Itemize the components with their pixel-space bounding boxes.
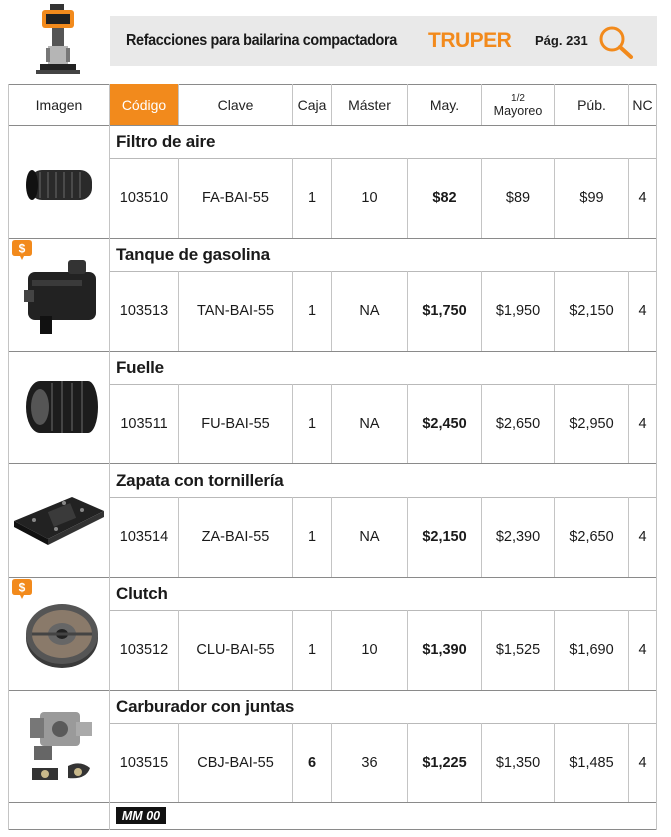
nc-cell: 4	[638, 190, 647, 206]
medio-mayoreo-price-cell: $1,950	[495, 303, 541, 319]
pub-price-cell: $2,150	[569, 303, 614, 319]
product-name: Fuelle	[116, 358, 164, 377]
medio-mayoreo-price-cell: $2,650	[495, 415, 541, 432]
medio-mayoreo-price-cell: $89	[505, 190, 531, 206]
nc-cell: 4	[638, 529, 647, 545]
column-header-nc: NC	[632, 96, 653, 113]
codigo-cell: 103510	[119, 190, 169, 206]
nc-cell: 4	[638, 754, 647, 771]
clave-cell: ZA-BAI-55	[201, 529, 270, 545]
page-reference: Pág. 231	[535, 33, 588, 48]
base-plate-icon	[10, 485, 107, 555]
header-bar	[110, 16, 657, 66]
master-cell: 36	[361, 754, 378, 771]
clave-cell: CBJ-BAI-55	[197, 754, 274, 771]
column-header-clave: Clave	[217, 96, 254, 113]
product-name: Filtro de aire	[116, 132, 216, 151]
nc-cell: 4	[638, 642, 647, 658]
pub-price-cell: $2,650	[569, 529, 614, 545]
fuel-tank-icon	[10, 254, 107, 342]
bellows-icon	[10, 362, 107, 452]
product-name: Clutch	[116, 584, 168, 603]
mayoreo-label: Mayoreo	[493, 103, 543, 118]
medio-fraction-label: 1/2	[511, 92, 525, 104]
may-price-cell: $2,150	[422, 529, 467, 545]
medio-mayoreo-price-cell: $1,350	[495, 754, 541, 771]
tamper-machine-image	[28, 4, 88, 78]
badge-symbol: $	[18, 580, 26, 595]
column-header-pub: Púb.	[577, 96, 606, 113]
pub-price-cell: $1,690	[569, 642, 614, 658]
nc-cell: 4	[638, 415, 647, 432]
codigo-cell: 103512	[119, 642, 169, 658]
master-cell: 10	[361, 642, 378, 658]
column-header-codigo[interactable]: Código	[110, 84, 178, 125]
master-cell: 10	[361, 190, 378, 206]
codigo-cell: 103513	[119, 303, 169, 319]
master-cell: NA	[359, 529, 380, 545]
medio-mayoreo-price-cell: $2,390	[495, 529, 541, 545]
master-cell: NA	[359, 415, 380, 432]
caja-cell: 1	[307, 415, 317, 432]
pub-price-cell: $2,950	[569, 415, 614, 432]
badge-symbol: $	[18, 241, 26, 256]
master-cell: NA	[359, 303, 380, 319]
air-filter-icon	[10, 150, 107, 220]
caja-cell: 1	[307, 529, 317, 545]
may-price-cell: $1,390	[422, 642, 467, 658]
product-name: Carburador con juntas	[116, 697, 295, 716]
column-header-caja: Caja	[297, 96, 327, 113]
column-header-imagen: Imagen	[35, 96, 83, 113]
column-header-master: Máster	[348, 96, 391, 113]
search-icon[interactable]	[596, 25, 636, 59]
product-name: Zapata con tornillería	[116, 471, 284, 490]
column-header-medio-mayoreo	[482, 84, 554, 125]
clave-cell: FU-BAI-55	[201, 415, 270, 432]
codigo-cell: 103514	[119, 529, 169, 545]
clutch-icon	[10, 596, 107, 674]
pub-price-cell: $99	[579, 190, 604, 206]
product-name: Tanque de gasolina	[116, 245, 270, 264]
caja-cell: 1	[307, 642, 317, 658]
carburetor-icon	[10, 696, 107, 792]
may-price-cell: $2,450	[422, 415, 467, 432]
caja-cell: 1	[307, 303, 317, 319]
clave-cell: FA-BAI-55	[202, 190, 269, 206]
clave-cell: CLU-BAI-55	[196, 642, 275, 658]
medio-mayoreo-price-cell: $1,525	[495, 642, 541, 658]
caja-cell: 6	[307, 754, 317, 771]
nc-cell: 4	[638, 303, 647, 319]
codigo-cell: 103515	[119, 754, 169, 771]
may-price-cell: $82	[432, 190, 457, 206]
may-price-cell: $1,225	[422, 754, 467, 771]
clave-cell: TAN-BAI-55	[196, 303, 275, 319]
codigo-cell: 103511	[120, 415, 168, 432]
column-header-may: May.	[429, 96, 460, 113]
may-price-cell: $1,750	[422, 303, 467, 319]
caja-cell: 1	[307, 190, 317, 206]
page-title: Refacciones para bailarina compactadora	[126, 32, 397, 49]
footer-tag: MM 00	[116, 807, 166, 824]
pub-price-cell: $1,485	[569, 754, 614, 771]
brand-logo: TRUPER	[428, 29, 512, 52]
